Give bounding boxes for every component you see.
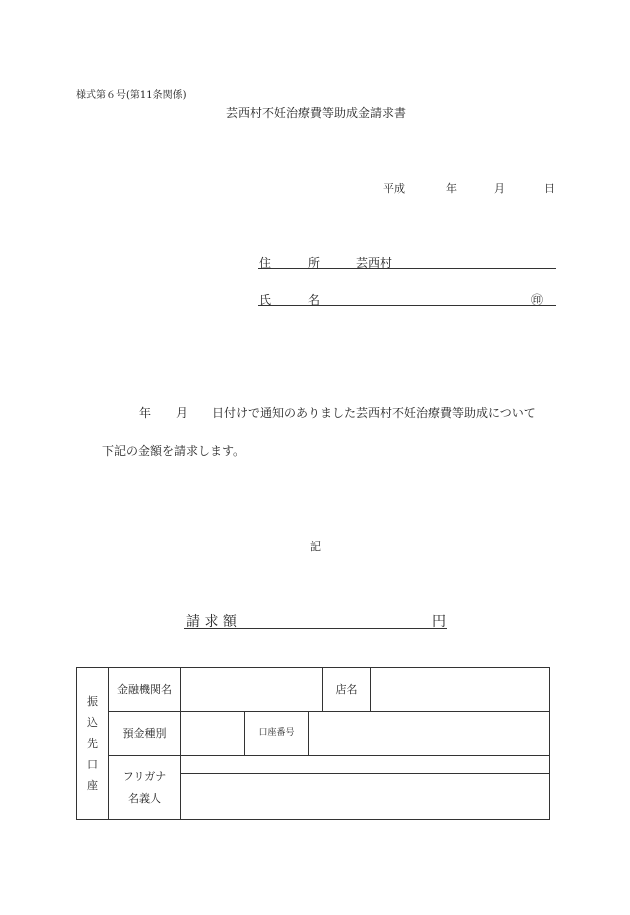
- address-label-2: 所: [308, 256, 321, 270]
- body-line1: 日付けで通知のありました芸西村不妊治療費等助成について: [212, 406, 536, 420]
- claim-underline: [184, 628, 447, 629]
- date-era: 平成: [383, 182, 405, 195]
- bank-name-field[interactable]: [181, 668, 323, 712]
- body-year: 年: [139, 406, 152, 420]
- form-number: 様式第６号(第11条関係): [76, 90, 187, 101]
- account-number-label: 口座番号: [245, 712, 309, 756]
- document-title: 芸西村不妊治療費等助成金請求書: [226, 106, 407, 120]
- claim-label: 請 求 額: [186, 614, 237, 630]
- branch-field[interactable]: [371, 668, 550, 712]
- name-label-2: 名: [308, 293, 321, 307]
- account-table: [76, 667, 550, 820]
- bank-name-label: 金融機関名: [109, 668, 181, 712]
- deposit-type-field[interactable]: [181, 712, 245, 756]
- account-side-label: 振 込 先 口 座: [77, 668, 109, 820]
- account-number-field[interactable]: [309, 712, 550, 756]
- claim-unit: 円: [432, 614, 446, 630]
- address-underline: [258, 268, 556, 269]
- holder-label: フリガナ 名義人: [109, 756, 181, 820]
- address-label-1: 住: [259, 256, 272, 270]
- date-month: 月: [494, 182, 505, 195]
- address-value: 芸西村: [356, 256, 393, 270]
- seal-mark: ㊞: [531, 293, 544, 307]
- body-month: 月: [176, 406, 189, 420]
- branch-label: 店名: [323, 668, 371, 712]
- name-label-1: 氏: [259, 293, 272, 307]
- ki-mark: 記: [310, 540, 321, 553]
- date-year: 年: [446, 182, 457, 195]
- holder-name-field[interactable]: [181, 774, 550, 820]
- date-day: 日: [544, 182, 555, 195]
- furigana-field[interactable]: [181, 756, 550, 774]
- name-underline: [258, 305, 556, 306]
- deposit-type-label: 預金種別: [109, 712, 181, 756]
- body-line2: 下記の金額を請求します。: [102, 444, 246, 458]
